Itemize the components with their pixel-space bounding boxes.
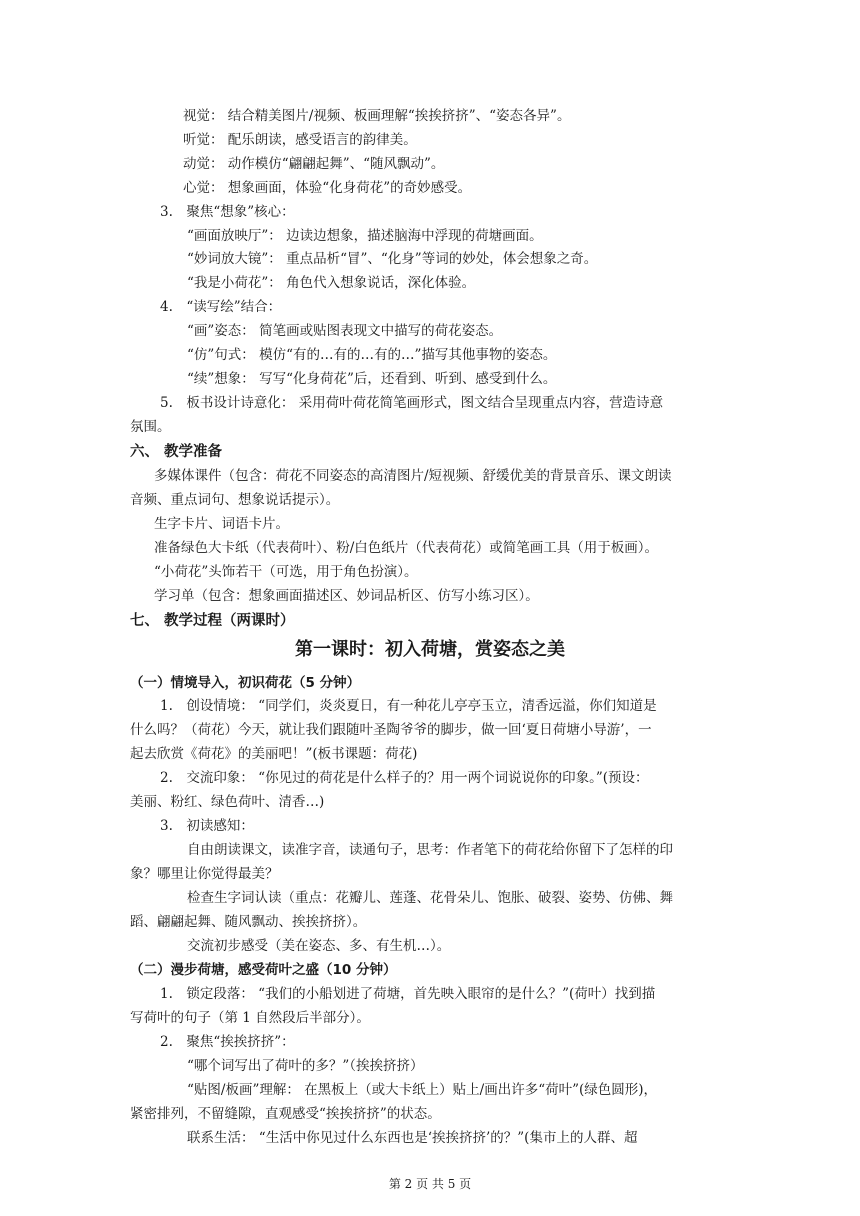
text-line: 音频、重点词句、想象说话提示）。	[130, 492, 340, 508]
text-line: 交流初步感受（美在姿态、多、有生机…）。	[187, 938, 451, 954]
text-line: 联系生活： “生活中你见过什么东西也是‘挨挨挤挤’的？”(集市上的人群、超	[187, 1130, 638, 1146]
text-line: 1. 锁定段落： “我们的小船划进了荷塘，首先映入眼帘的是什么？”(荷叶）找到描	[160, 986, 656, 1002]
text-line: “小荷花”头饰若干（可选，用于角色扮演）。	[154, 564, 418, 580]
section-heading: 六、 教学准备	[130, 444, 223, 460]
text-line: 蹈、翩翩起舞、随风飘动、挨挨挤挤）。	[130, 914, 367, 930]
section-heading: 七、 教学过程（两课时）	[130, 613, 295, 629]
text-line: 5. 板书设计诗意化： 采用荷叶荷花简笔画形式，图文结合呈现重点内容，营造诗意	[160, 395, 664, 411]
text-line: 3. 初读感知：	[160, 818, 254, 834]
text-line: 4. “读写绘”结合：	[160, 299, 282, 315]
text-line: 视觉： 结合精美图片/视频、板画理解“挨挨挤挤”、“姿态各异”。	[183, 108, 571, 124]
subsection-heading: （二）漫步荷塘，感受荷叶之盛（10 分钟）	[130, 962, 397, 978]
text-line: “我是小荷花”： 角色代入想象说话，深化体验。	[187, 275, 476, 291]
text-line: “画面放映厅”： 边读边想象，描述脑海中浮现的荷塘画面。	[187, 228, 543, 244]
text-line: 听觉： 配乐朗读，感受语言的韵律美。	[183, 132, 417, 148]
text-line: 2. 聚焦“挨挨挤挤”：	[160, 1034, 295, 1050]
text-line: “哪个词写出了荷叶的多？”（挨挨挤挤）	[187, 1058, 424, 1074]
lesson-title: 第一课时：初入荷塘，赏姿态之美	[295, 639, 565, 660]
text-line: “画”姿态： 简笔画或贴图表现文中描写的荷花姿态。	[187, 323, 503, 339]
subsection-heading: （一）情境导入，初识荷花（5 分钟）	[130, 675, 361, 691]
text-line: 多媒体课件（包含：荷花不同姿态的高清图片/短视频、舒缓优美的背景音乐、课文朗读	[154, 468, 672, 484]
text-line: 紧密排列，不留缝隙，直观感受“挨挨挤挤”的状态。	[130, 1106, 441, 1122]
text-line: 3. 聚焦“想象”核心：	[160, 204, 295, 220]
text-line: 氛围。	[130, 419, 171, 435]
text-line: 1. 创设情境： “同学们，炎炎夏日，有一种花儿亭亭玉立，清香远溢，你们知道是	[160, 698, 657, 714]
text-line: 心觉： 想象画面，体验“化身荷花”的奇妙感受。	[183, 180, 472, 196]
text-line: “妙词放大镜”： 重点品析“冒”、“化身”等词的妙处，体会想象之奇。	[187, 251, 598, 267]
text-line: 写荷叶的句子（第 1 自然段后半部分）。	[130, 1010, 370, 1026]
text-line: 自由朗读课文，读准字音，读通句子，思考：作者笔下的荷花给你留下了怎样的印	[187, 842, 673, 858]
page-footer: 第 2 页 共 5 页	[388, 1177, 472, 1191]
text-line: 象？哪里让你觉得最美？	[130, 866, 279, 882]
text-line: “贴图/板画”理解： 在黑板上（或大卡纸上）贴上/画出许多“荷叶”(绿色圆形)，	[187, 1082, 658, 1098]
text-line: 美丽、粉红、绿色荷叶、清香…)	[130, 794, 325, 810]
text-line: 动觉： 动作模仿“翩翩起舞”、“随风飘动”。	[183, 156, 445, 172]
text-line: “续”想象： 写写“化身荷花”后，还看到、听到、感受到什么。	[187, 371, 557, 387]
text-line: 生字卡片、词语卡片。	[154, 516, 289, 532]
text-line: 学习单（包含：想象画面描述区、妙词品析区、仿写小练习区）。	[154, 588, 539, 604]
text-line: 什么吗？（荷花）今天，就让我们跟随叶圣陶爷爷的脚步，做一回‘夏日荷塘小导游’，一	[130, 722, 652, 738]
text-line: 检查生字词认读（重点：花瓣儿、莲蓬、花骨朵儿、饱胀、破裂、姿势、仿佛、舞	[187, 890, 673, 906]
text-line: 准备绿色大卡纸（代表荷叶）、粉/白色纸片（代表荷花）或简笔画工具（用于板画）。	[154, 540, 659, 556]
text-line: 2. 交流印象： “你见过的荷花是什么样子的？用一两个词说说你的印象。”(预设：	[160, 770, 649, 786]
text-line: “仿”句式： 模仿“有的…有的…有的…”描写其他事物的姿态。	[187, 347, 557, 363]
text-line: 起去欣赏《荷花》的美丽吧！”(板书课题：荷花)	[130, 746, 418, 762]
